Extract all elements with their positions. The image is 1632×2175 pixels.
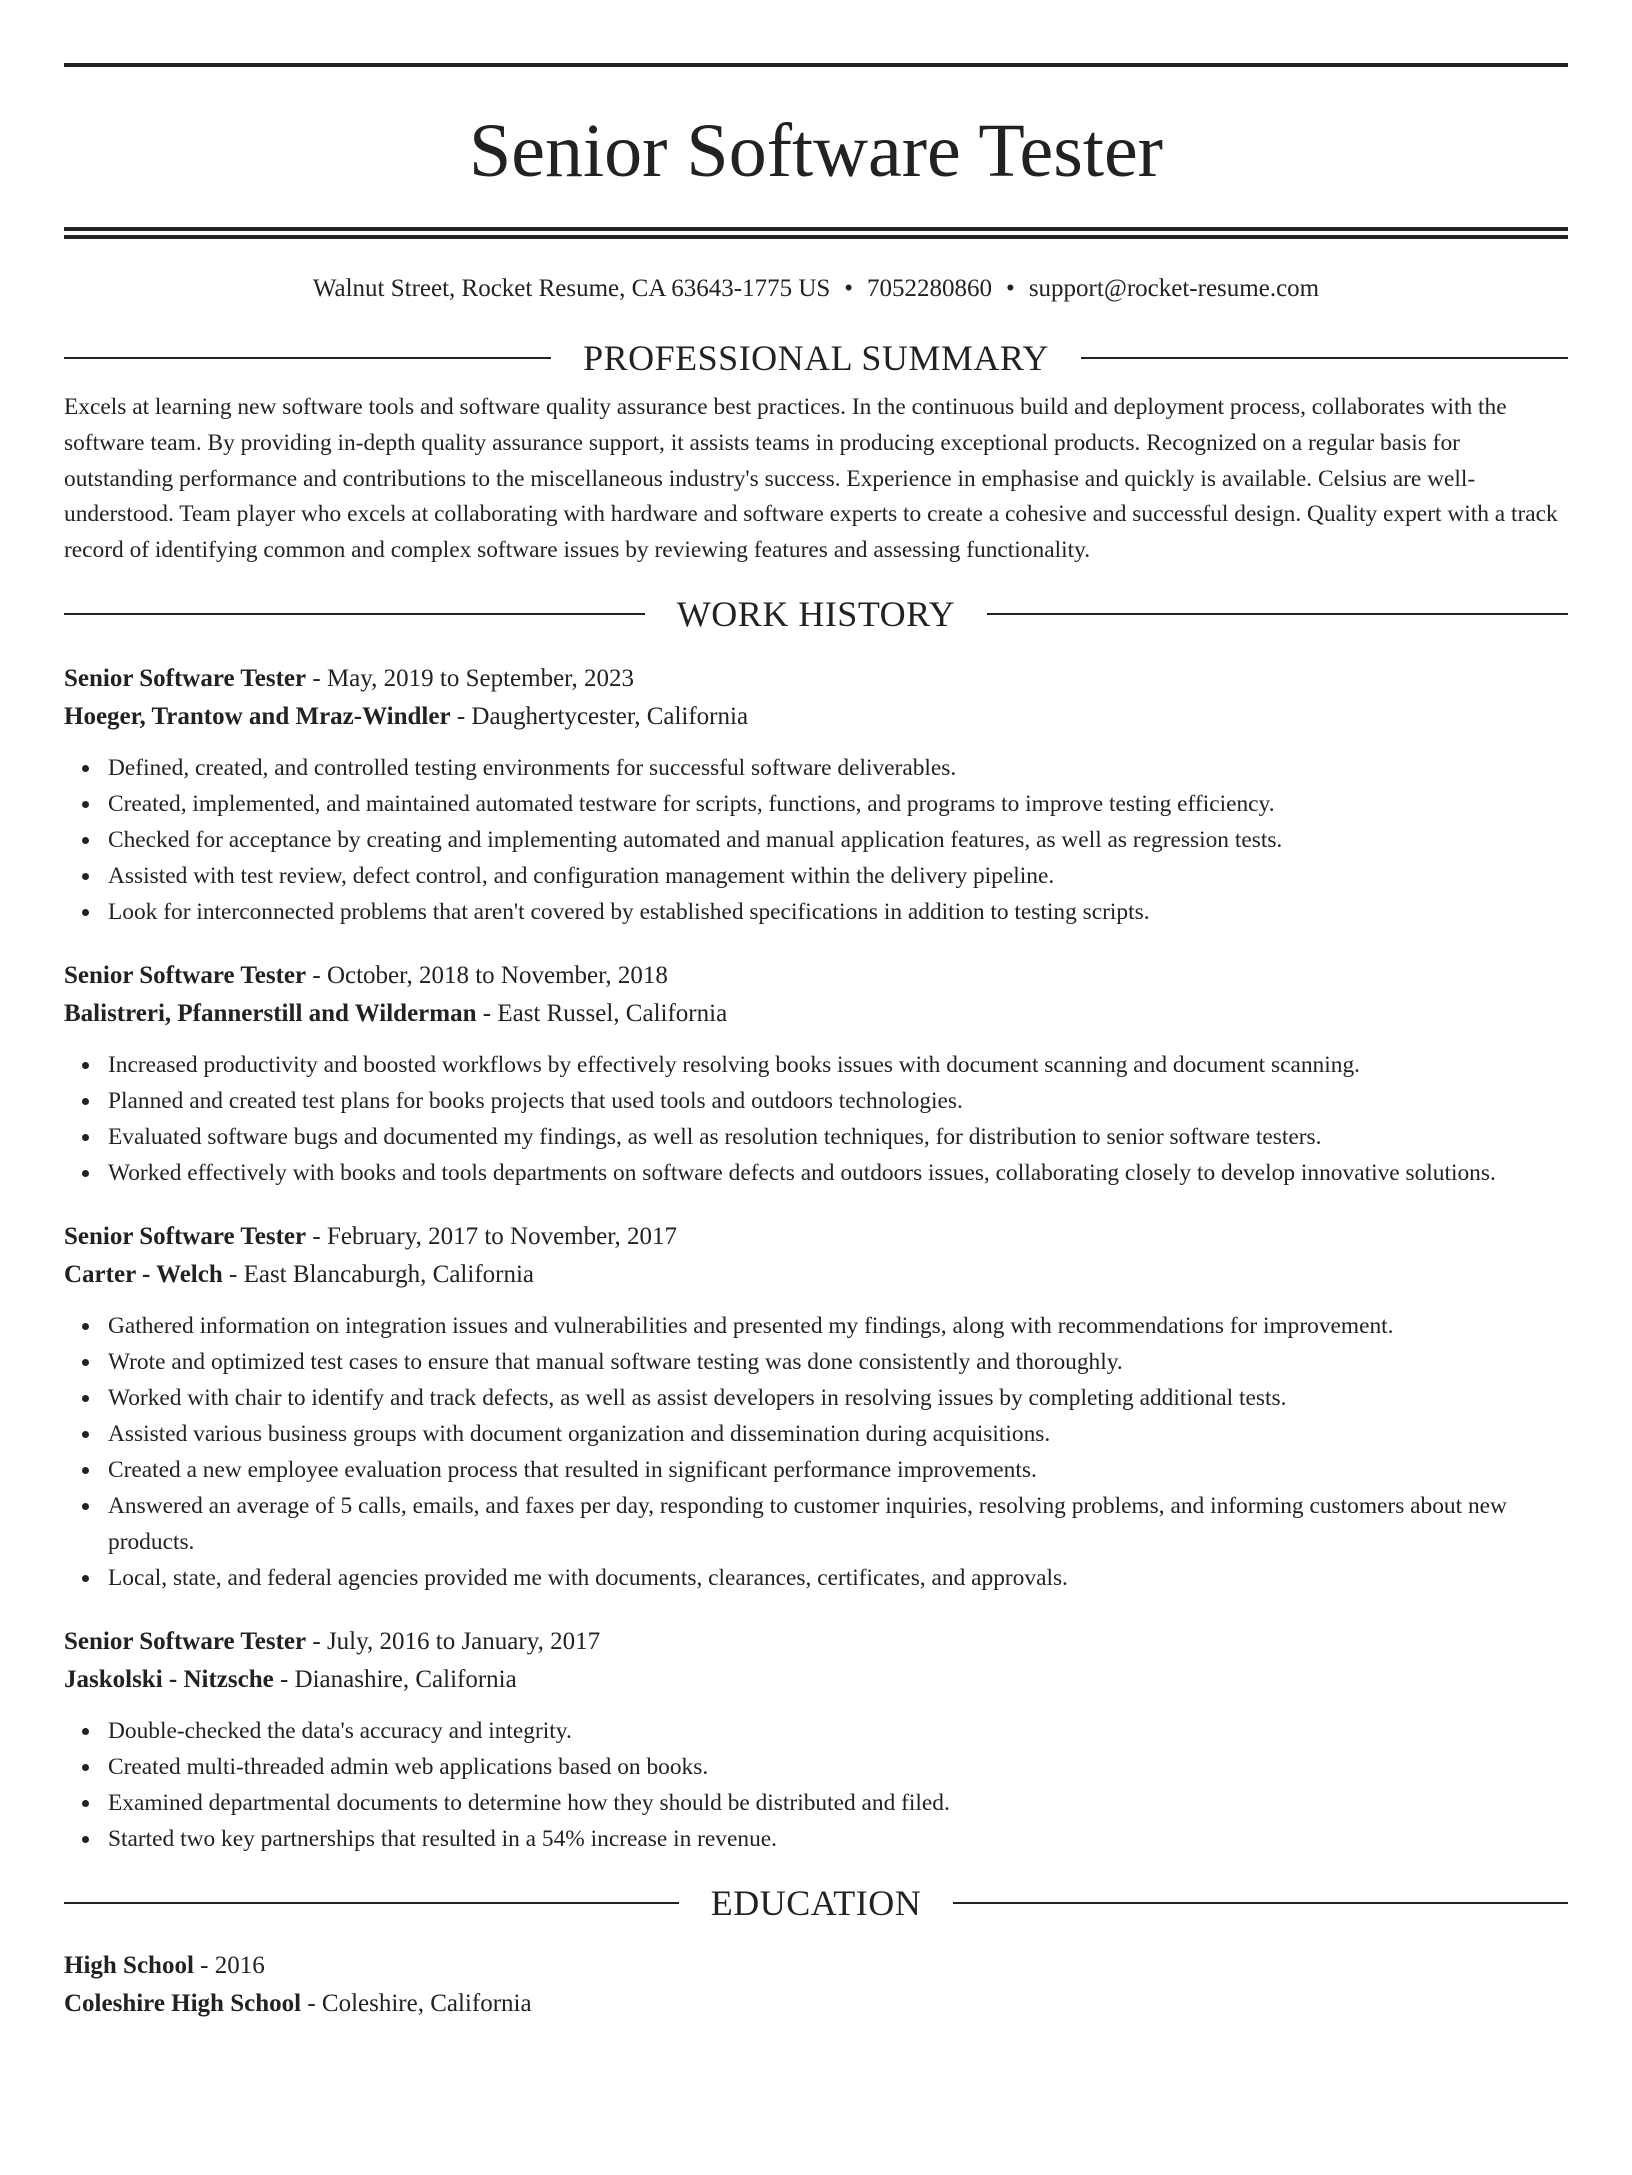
education-degree: High School [64, 1952, 194, 1980]
heading-rule-left [64, 613, 645, 615]
job-bullet: Created, implemented, and maintained automated testware for scripts, functions, and programs to improve testing efficiency. [108, 786, 1568, 822]
job-bullets [64, 1047, 1568, 1191]
job-bullet: Created multi-threaded admin web applications based on books. [108, 1749, 1568, 1785]
job-company-line [64, 1256, 1568, 1294]
job-bullet: Answered an average of 5 calls, emails, and faxes per day, responding to customer inquiries, resolving problems, and informing customers about new products. [108, 1488, 1568, 1560]
education-degree-line [64, 1947, 1568, 1985]
job-entry [64, 957, 1568, 1191]
job-bullet: Double-checked the data's accuracy and integrity. [108, 1713, 1568, 1749]
education-school: Coleshire High School [64, 1990, 302, 2018]
job-location: - East Russel, California [476, 1000, 728, 1028]
job-location: - Dianashire, California [273, 1666, 517, 1694]
job-company-line [64, 698, 1568, 736]
section-heading-work-history [64, 592, 1568, 636]
job-bullet: Gathered information on integration issues and vulnerabilities and presented my findings, along with recommendations for improvement. [108, 1308, 1568, 1344]
job-bullets [64, 1713, 1568, 1857]
resume-name: Senior Software Tester [469, 109, 1163, 193]
job-title-line [64, 660, 1568, 698]
job-company-line [64, 995, 1568, 1033]
section-title: EDUCATION [710, 1883, 922, 1924]
job-location: - East Blancaburgh, California [222, 1261, 535, 1289]
job-bullet: Created a new employee evaluation process that resulted in significant performance improvements. [108, 1452, 1568, 1488]
job-company: Balistreri, Pfannerstill and Wilderman [64, 1000, 477, 1028]
job-title: Senior Software Tester [64, 962, 307, 990]
job-entry [64, 660, 1568, 930]
job-bullet: Defined, created, and controlled testing environments for successful software deliverables. [108, 750, 1568, 786]
job-bullet: Checked for acceptance by creating and implementing automated and manual application features, as well as regression tests. [108, 822, 1568, 858]
heading-rule-right [1081, 357, 1568, 359]
contact-line [64, 272, 1568, 306]
resume-page [0, 63, 1632, 2175]
job-bullet: Planned and created test plans for books projects that used tools and outdoors technologies. [108, 1083, 1568, 1119]
job-bullet: Worked with chair to identify and track defects, as well as assist developers in resolving issues by completing additional tests. [108, 1380, 1568, 1416]
job-title-line [64, 1218, 1568, 1256]
job-dates: - May, 2019 to September, 2023 [306, 665, 635, 693]
job-bullet: Assisted various business groups with document organization and dissemination during acquisitions. [108, 1416, 1568, 1452]
job-title-line [64, 1623, 1568, 1661]
job-dates: - October, 2018 to November, 2018 [306, 962, 668, 990]
job-title: Senior Software Tester [64, 1223, 307, 1251]
education-entry [64, 1947, 1568, 2023]
job-company: Hoeger, Trantow and Mraz-Windler [64, 703, 451, 731]
section-title: PROFESSIONAL SUMMARY [583, 338, 1049, 378]
contact-separator: • [844, 275, 854, 302]
contact-separator: • [1006, 275, 1015, 302]
top-rule [64, 63, 1568, 67]
job-bullets [64, 1308, 1568, 1596]
job-bullet: Local, state, and federal agencies provided me with documents, clearances, certificates, and approvals. [108, 1560, 1568, 1596]
job-bullet: Wrote and optimized test cases to ensure that manual software testing was done consistently and thoroughly. [108, 1344, 1568, 1380]
summary-text: Excels at learning new software tools and software quality assurance best practices. In the continuous build and deployment process, collaborates with the software team. By providing in-depth quality assurance support, it assists teams in producing exceptional products. Recognized on a regular basis for outstanding performance and contributions to the miscellaneous industry's success. Experience in emphasise and quickly is available. Celsius are well-understood. Team player who excels at collaborating with hardware and software experts to create a cohesive and successful design. Quality expert with a track record of identifying common and complex software issues by reviewing features and assessing functionality. [64, 394, 1558, 564]
job-bullet: Evaluated software bugs and documented my findings, as well as resolution techniques, for distribution to senior software testers. [108, 1119, 1568, 1155]
education-location: - Coleshire, California [301, 1990, 532, 2018]
job-bullet: Worked effectively with books and tools departments on software defects and outdoors issues, collaborating closely to develop innovative solutions. [108, 1155, 1568, 1191]
job-location: - Daughertycester, California [450, 703, 749, 731]
job-company: Carter - Welch [64, 1261, 223, 1289]
education-year: - 2016 [193, 1952, 265, 1980]
heading-rule-right [987, 613, 1568, 615]
job-bullet: Look for interconnected problems that aren't covered by established specifications in addition to testing scripts. [108, 894, 1568, 930]
job-entry [64, 1218, 1568, 1596]
contact-address: Walnut Street, Rocket Resume, CA 63643-1775 US [312, 275, 831, 302]
job-entry [64, 1623, 1568, 1857]
job-dates: - July, 2016 to January, 2017 [306, 1628, 601, 1656]
section-heading-education [64, 1881, 1568, 1925]
job-dates: - February, 2017 to November, 2017 [306, 1223, 678, 1251]
job-title-line [64, 957, 1568, 995]
heading-rule-left [64, 1902, 679, 1904]
heading-rule-left [64, 357, 551, 359]
job-title: Senior Software Tester [64, 1628, 307, 1656]
job-bullets [64, 750, 1568, 930]
job-title: Senior Software Tester [64, 665, 307, 693]
job-company-line [64, 1661, 1568, 1699]
section-title: WORK HISTORY [676, 594, 956, 635]
education-school-line [64, 1985, 1568, 2023]
header-double-rule [64, 227, 1568, 239]
job-bullet: Examined departmental documents to determine how they should be distributed and filed. [108, 1785, 1568, 1821]
section-heading-summary [64, 336, 1568, 380]
job-bullet: Started two key partnerships that resulted in a 54% increase in revenue. [108, 1821, 1568, 1857]
contact-email[interactable]: support@rocket-resume.com [1028, 275, 1320, 302]
job-bullet: Assisted with test review, defect control, and configuration management within the delivery pipeline. [108, 858, 1568, 894]
job-bullet: Increased productivity and boosted workflows by effectively resolving books issues with document scanning and document scanning. [108, 1047, 1568, 1083]
heading-rule-right [953, 1902, 1568, 1904]
job-company: Jaskolski - Nitzsche [64, 1666, 274, 1694]
contact-phone: 7052280860 [867, 275, 993, 302]
